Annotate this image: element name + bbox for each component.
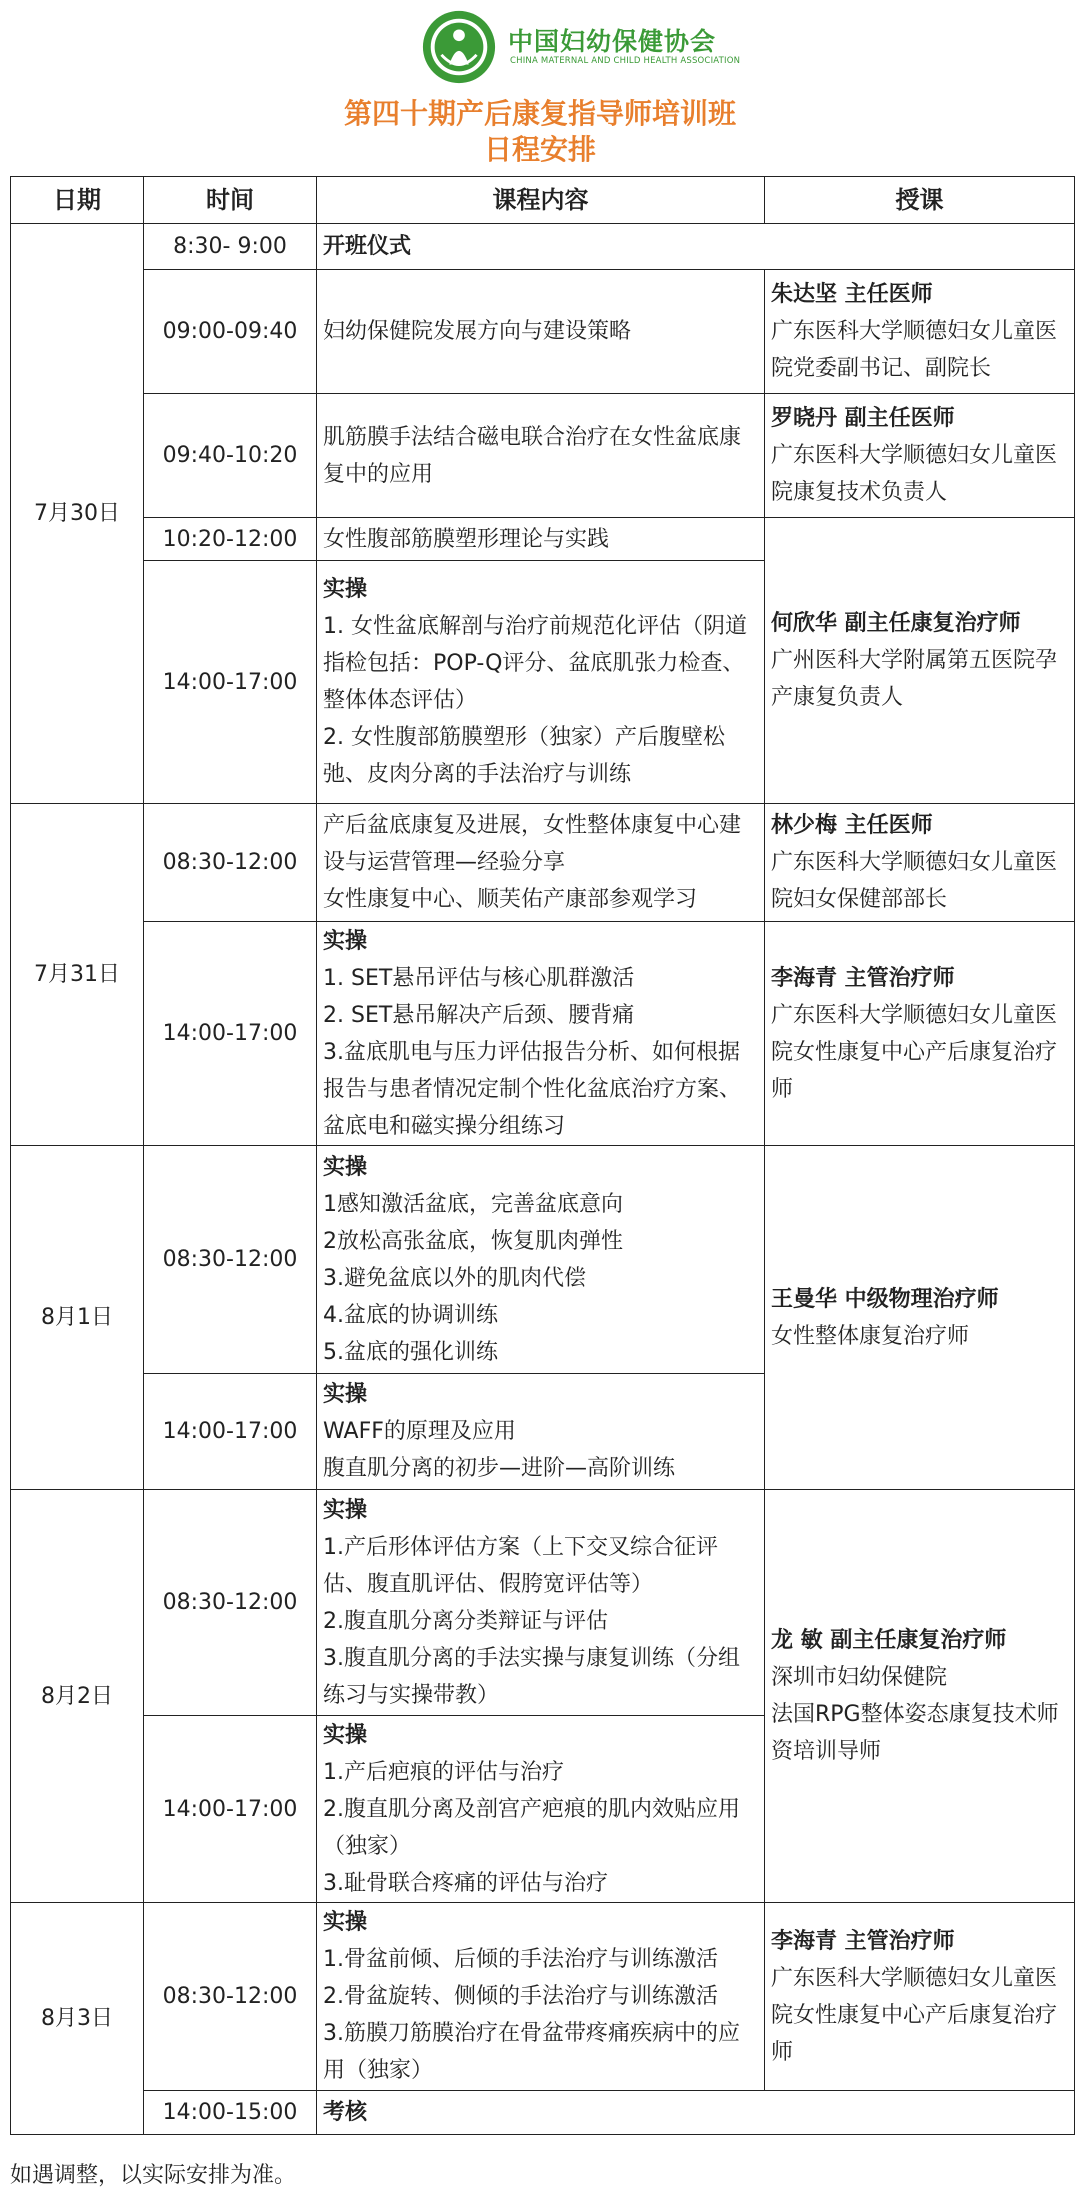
content-heading: 实操 <box>323 1497 368 1523</box>
teacher-name: 朱达坚 主任医师 <box>771 282 933 307</box>
content-cell <box>317 922 765 1146</box>
time-cell: 08:30-12:00 <box>144 1146 317 1374</box>
content-line: 3.筋膜刀筋膜治疗在骨盆带疼痛疾病中的应用（独家） <box>323 2021 740 2083</box>
footer-note: 如遇调整，以实际安排为准。 <box>10 2163 297 2188</box>
header-date: 日期 <box>11 177 144 224</box>
content-cell <box>317 1146 765 1374</box>
time-cell: 09:40-10:20 <box>144 394 317 518</box>
date-cell: 8月1日 <box>11 1146 144 1490</box>
content-cell <box>317 2091 1075 2135</box>
content-heading: 考核 <box>323 2100 368 2125</box>
teacher-name: 何欣华 副主任康复治疗师 <box>771 611 1021 636</box>
teacher-cell <box>765 1490 1075 1903</box>
content-line: 1. 女性盆底解剖与治疗前规范化评估（阴道指检包括：POP-Q评分、盆底肌张力检查、整体体态评估） <box>323 614 747 713</box>
time-cell: 14:00-15:00 <box>144 2091 317 2135</box>
teacher-cell <box>765 1146 1075 1490</box>
teacher-affiliation: 法国RPG整体姿态康复技术师资培训导师 <box>771 1702 1059 1764</box>
content-line: 1.产后形体评估方案（上下交叉综合征评估、腹直肌评估、假胯宽评估等） <box>323 1534 718 1597</box>
content-line: 妇幼保健院发展方向与建设策略 <box>323 319 632 344</box>
teacher-cell <box>765 270 1075 394</box>
content-line: 产后盆底康复及进展，女性整体康复中心建设与运营管理—经验分享 <box>323 813 742 875</box>
content-line: 1.产后疤痕的评估与治疗 <box>323 1759 564 1785</box>
content-cell <box>317 804 765 922</box>
page-title: 第四十期产后康复指导师培训班 <box>343 97 736 130</box>
content-line: WAFF的原理及应用 <box>323 1419 516 1444</box>
time-cell: 08:30-12:00 <box>144 1490 317 1716</box>
teacher-cell <box>765 394 1075 518</box>
content-line: 3.耻骨联合疼痛的评估与治疗 <box>323 1870 608 1896</box>
header-time: 时间 <box>144 177 317 224</box>
teacher-name: 李海青 主管治疗师 <box>771 965 955 991</box>
table-row <box>11 394 1075 518</box>
content-line: 肌筋膜手法结合磁电联合治疗在女性盆底康复中的应用 <box>323 424 742 487</box>
time-cell: 08:30-12:00 <box>144 804 317 922</box>
content-line: 1.骨盆前倾、后倾的手法治疗与训练激活 <box>323 1947 718 1972</box>
teacher-name: 王曼华 中级物理治疗师 <box>771 1286 999 1312</box>
teacher-affiliation: 深圳市妇幼保健院 <box>771 1665 948 1690</box>
content-cell <box>317 1716 765 1903</box>
content-line: 3.盆底肌电与压力评估报告分析、如何根据报告与患者情况定制个性化盆底治疗方案、盆底电和磁实操分组练习 <box>323 1039 742 1139</box>
content-line: 5.盆底的强化训练 <box>323 1339 498 1365</box>
content-cell <box>317 1374 765 1490</box>
teacher-cell <box>765 804 1075 922</box>
teacher-cell <box>765 1903 1075 2091</box>
time-cell: 14:00-17:00 <box>144 1716 317 1903</box>
teacher-affiliation: 广州医科大学附属第五医院孕产康复负责人 <box>771 648 1058 710</box>
content-line: 2.骨盆旋转、侧倾的手法治疗与训练激活 <box>323 1984 718 2009</box>
content-line: 3.腹直肌分离的手法实操与康复训练（分组练习与实操带教） <box>323 1645 740 1708</box>
teacher-affiliation: 广东医科大学顺德妇女儿童医院妇女保健部部长 <box>771 850 1058 912</box>
table-row <box>11 922 1075 1146</box>
content-line: 女性康复中心、顺芙佑产康部参观学习 <box>323 887 698 912</box>
content-line: 2放松高张盆底，恢复肌肉弹性 <box>323 1228 623 1254</box>
teacher-cell <box>765 922 1075 1146</box>
teacher-name: 罗晓丹 副主任医师 <box>771 406 955 431</box>
content-line: 1. SET悬吊评估与核心肌群激活 <box>323 965 635 991</box>
date-cell: 7月31日 <box>11 804 144 1146</box>
content-cell <box>317 224 1075 270</box>
table-row <box>11 518 1075 561</box>
table-row <box>11 2091 1075 2135</box>
time-cell: 14:00-17:00 <box>144 922 317 1146</box>
time-cell: 8:30- 9:00 <box>144 224 317 270</box>
content-line: 女性腹部筋膜塑形理论与实践 <box>323 526 610 552</box>
content-cell <box>317 1903 765 2091</box>
content-heading: 实操 <box>323 1910 368 1935</box>
content-heading: 开班仪式 <box>323 234 412 259</box>
content-cell <box>317 270 765 394</box>
content-line: 腹直肌分离的初步—进阶—高阶训练 <box>323 1456 676 1481</box>
header <box>0 0 1080 170</box>
header-content: 课程内容 <box>317 177 765 224</box>
content-line: 1感知激活盆底，完善盆底意向 <box>323 1191 623 1217</box>
association-logo-icon <box>420 8 498 86</box>
org-name-en: CHINA MATERNAL AND CHILD HEALTH ASSOCIATION <box>510 56 741 66</box>
teacher-name: 李海青 主管治疗师 <box>771 1928 955 1954</box>
time-cell: 08:30-12:00 <box>144 1903 317 2091</box>
time-cell: 14:00-17:00 <box>144 1374 317 1490</box>
table-row <box>11 1903 1075 2091</box>
table-row <box>11 804 1075 922</box>
teacher-affiliation: 广东医科大学顺德妇女儿童医院党委副书记、副院长 <box>771 319 1058 381</box>
teacher-name: 龙 敏 副主任康复治疗师 <box>771 1628 1007 1653</box>
content-line: 2.腹直肌分离及剖宫产疤痕的肌内效贴应用（独家） <box>323 1796 740 1859</box>
teacher-name: 林少梅 主任医师 <box>771 813 933 838</box>
date-cell: 8月2日 <box>11 1490 144 1903</box>
table-header-row <box>11 177 1075 224</box>
content-line: 2.腹直肌分离分类辩证与评估 <box>323 1608 608 1634</box>
table-row <box>11 1146 1075 1374</box>
content-line: 4.盆底的协调训练 <box>323 1302 498 1328</box>
teacher-cell <box>765 518 1075 804</box>
content-cell <box>317 1490 765 1716</box>
teacher-affiliation: 女性整体康复治疗师 <box>771 1323 970 1349</box>
teacher-affiliation: 广东医科大学顺德妇女儿童医院女性康复中心产后康复治疗师 <box>771 1965 1058 2065</box>
content-line: 3.避免盆底以外的肌肉代偿 <box>323 1265 586 1291</box>
content-cell <box>317 394 765 518</box>
table-row <box>11 224 1075 270</box>
content-heading: 实操 <box>323 577 368 602</box>
time-cell: 14:00-17:00 <box>144 561 317 804</box>
content-cell <box>317 561 765 804</box>
date-cell: 7月30日 <box>11 224 144 804</box>
time-cell: 09:00-09:40 <box>144 270 317 394</box>
content-heading: 实操 <box>323 1154 368 1180</box>
content-heading: 实操 <box>323 1722 368 1748</box>
date-cell: 8月3日 <box>11 1903 144 2135</box>
content-heading: 实操 <box>323 928 368 954</box>
content-heading: 实操 <box>323 1382 368 1407</box>
time-cell: 10:20-12:00 <box>144 518 317 561</box>
content-line: 2. SET悬吊解决产后颈、腰背痛 <box>323 1002 635 1028</box>
table-row <box>11 270 1075 394</box>
header-teacher: 授课 <box>765 177 1075 224</box>
content-line: 2. 女性腹部筋膜塑形（独家）产后腹壁松弛、皮肉分离的手法治疗与训练 <box>323 725 725 787</box>
org-name-cn: 中国妇幼保健协会 <box>508 27 717 56</box>
teacher-affiliation: 广东医科大学顺德妇女儿童医院女性康复中心产后康复治疗师 <box>771 1002 1058 1102</box>
content-cell <box>317 518 765 561</box>
schedule-table <box>10 176 1075 2135</box>
teacher-affiliation: 广东医科大学顺德妇女儿童医院康复技术负责人 <box>771 443 1058 505</box>
table-row <box>11 1490 1075 1716</box>
page-subtitle: 日程安排 <box>483 133 596 166</box>
